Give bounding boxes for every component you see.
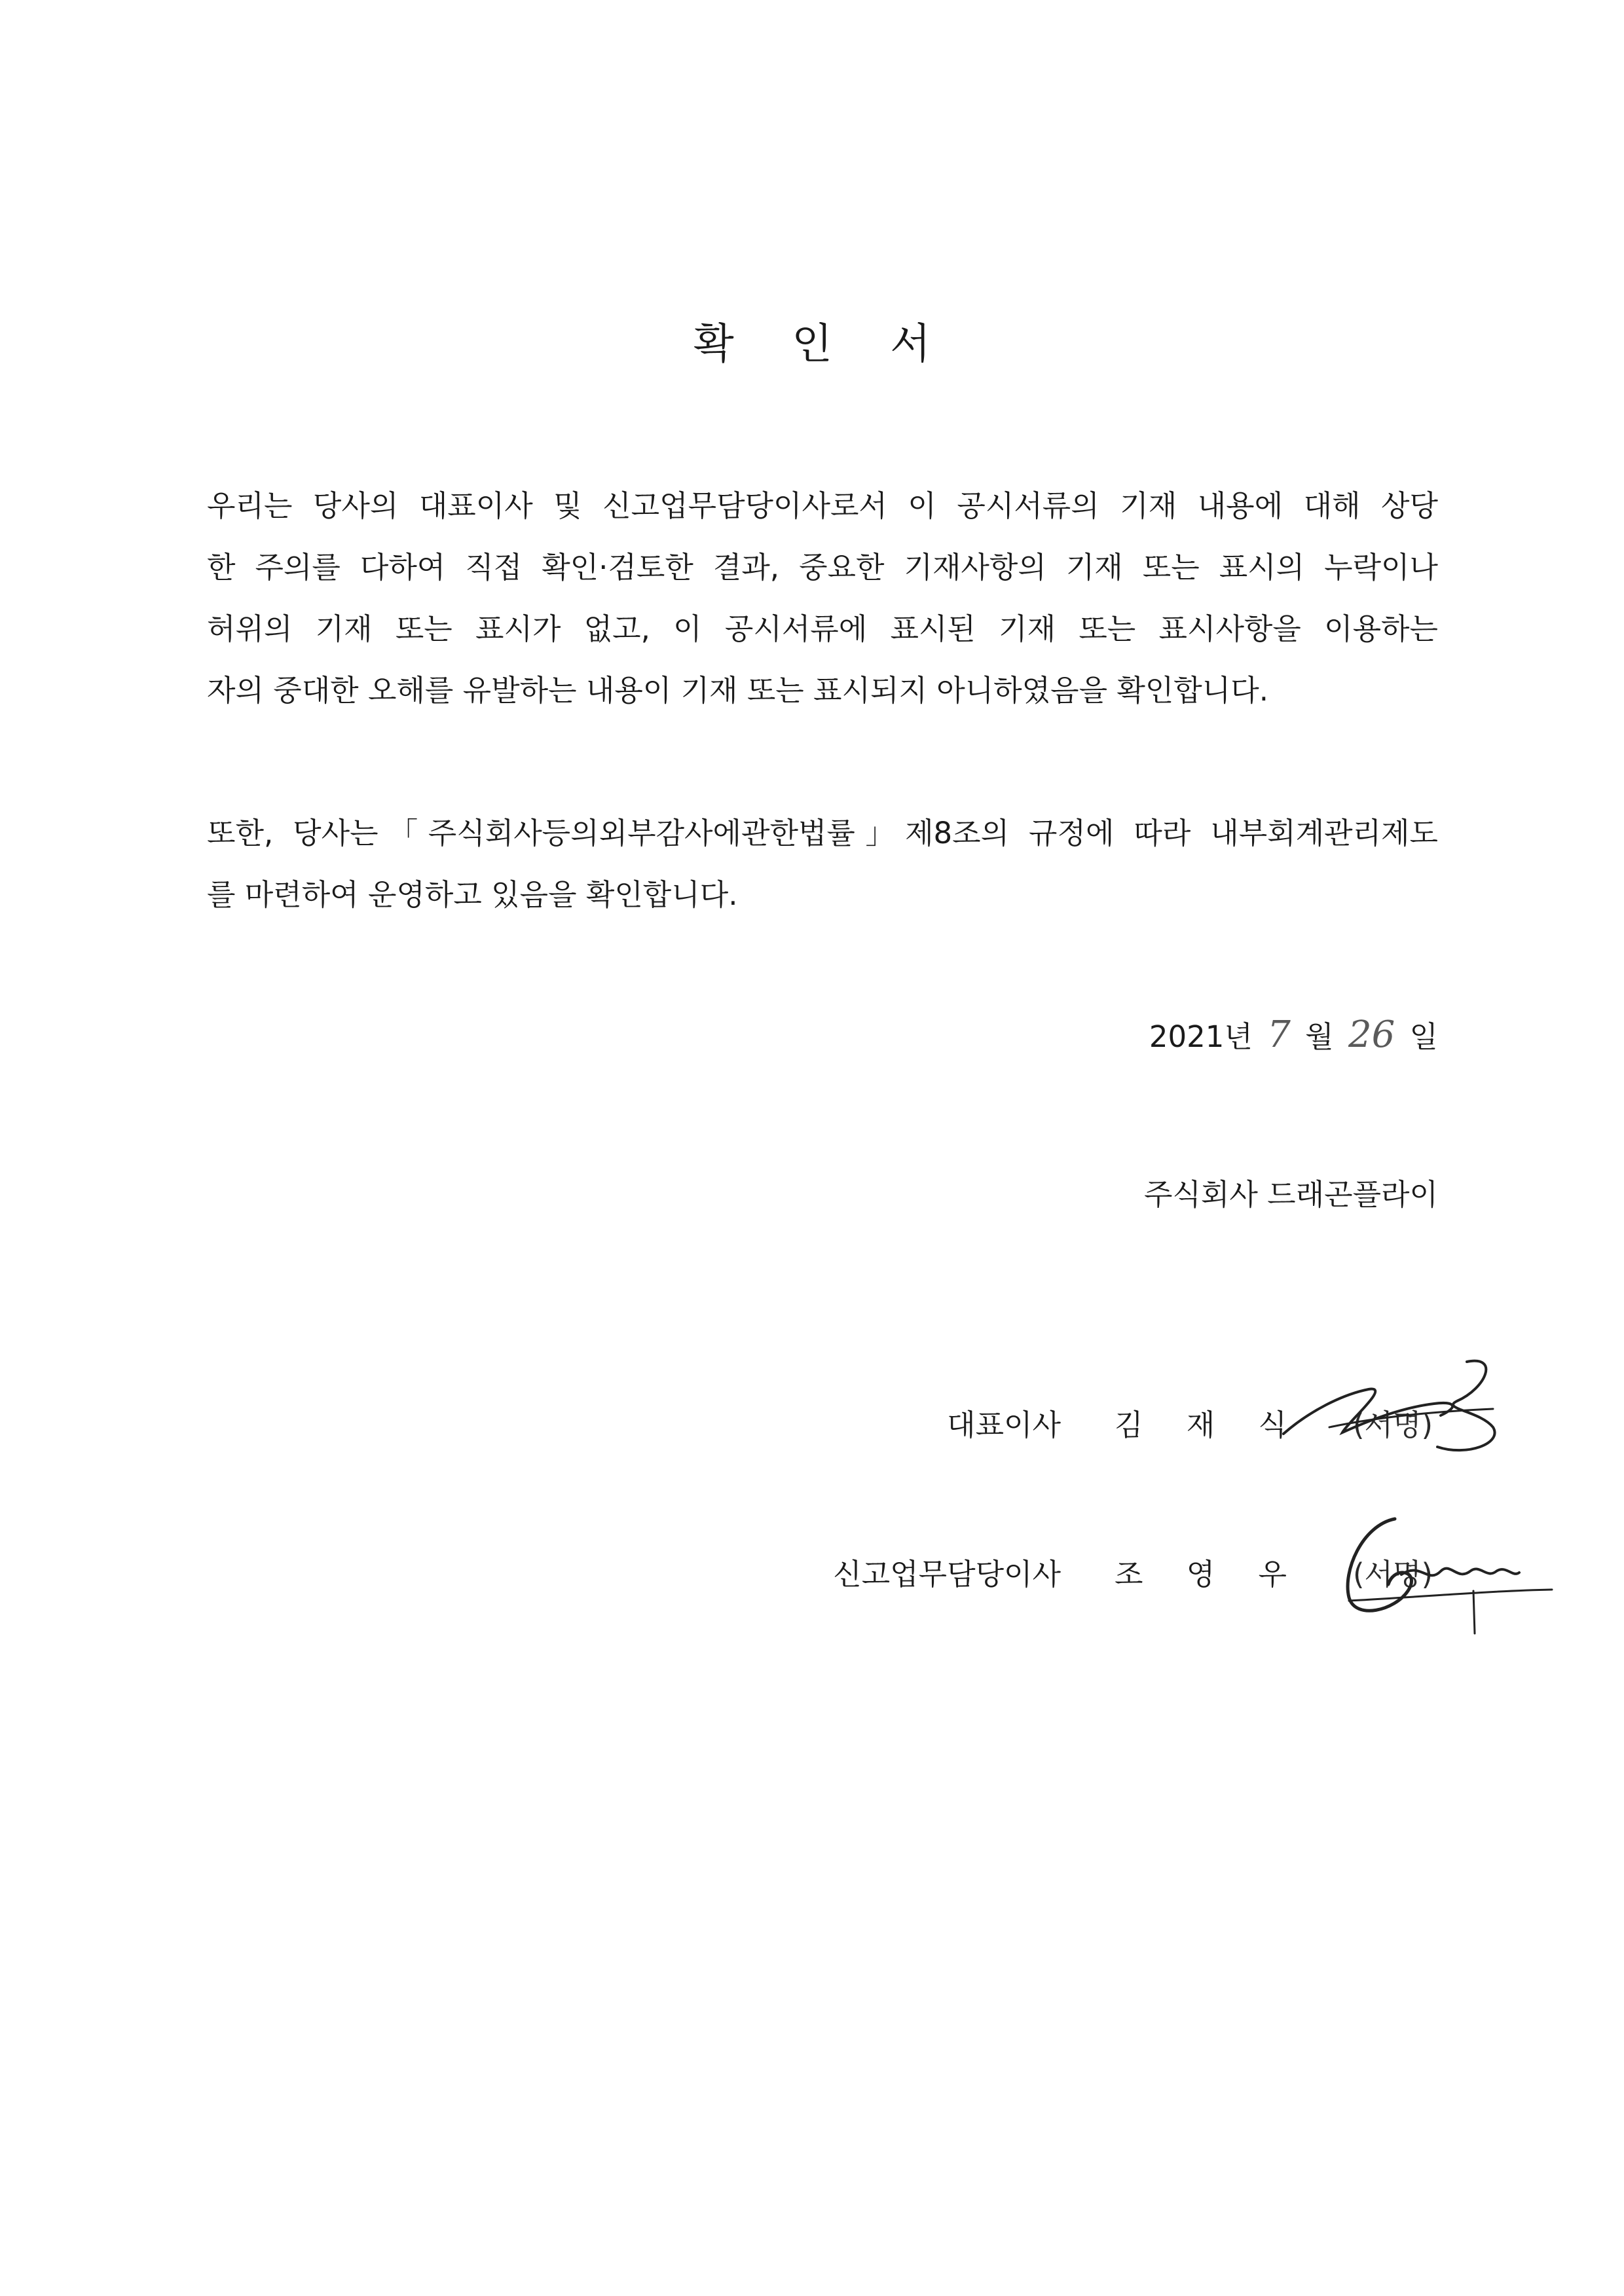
ceo-signature bbox=[1270, 1349, 1519, 1480]
company-name: 주식회사 드래곤플라이 bbox=[1143, 1177, 1438, 1212]
date-month-unit: 월 bbox=[1305, 1019, 1334, 1054]
date-month-handwritten: 7 bbox=[1267, 1013, 1291, 1056]
paragraph-line: 자의 중대한 오해를 유발하는 내용이 기재 또는 표시되지 아니하였음을 확인합니다. bbox=[207, 673, 1269, 708]
paragraph-line: 또한, 당사는「주식회사등의외부감사에관한법률」제8조의 규정에 따라 내부회계관리제도 bbox=[207, 816, 1438, 850]
paragraph-line: 허위의 기재 또는 표시가 없고, 이 공시서류에 표시된 기재 또는 표시사항을 이용하는 bbox=[207, 611, 1438, 646]
confirmation-paragraph bbox=[207, 475, 1438, 721]
signature-label: (서명) bbox=[1353, 1408, 1433, 1442]
date-day-unit: 일 bbox=[1409, 1019, 1438, 1054]
document-date bbox=[1149, 1004, 1438, 1068]
paragraph-line: 를 마련하여 운영하고 있음을 확인합니다. bbox=[207, 877, 738, 912]
internal-control-paragraph bbox=[207, 803, 1438, 926]
signature-label: (서명) bbox=[1353, 1557, 1433, 1592]
date-year: 2021년 bbox=[1149, 1019, 1253, 1054]
signatory-role: 신고업무담당이사 bbox=[833, 1557, 1061, 1592]
signatory-name: 김 재 식 bbox=[1115, 1408, 1304, 1442]
paragraph-line: 우리는 당사의 대표이사 및 신고업무담당이사로서 이 공시서류의 기재 내용에 대해 상당 bbox=[207, 488, 1438, 523]
date-day-handwritten: 26 bbox=[1348, 1013, 1395, 1056]
cfo-signature bbox=[1323, 1499, 1559, 1650]
document-title: 확 인 서 bbox=[693, 320, 953, 369]
paragraph-line: 한 주의를 다하여 직접 확인·검토한 결과, 중요한 기재사항의 기재 또는 표시의 누락이나 bbox=[207, 550, 1438, 585]
signatory-role: 대표이사 bbox=[947, 1408, 1061, 1442]
signatory-name: 조 영 우 bbox=[1115, 1557, 1304, 1592]
